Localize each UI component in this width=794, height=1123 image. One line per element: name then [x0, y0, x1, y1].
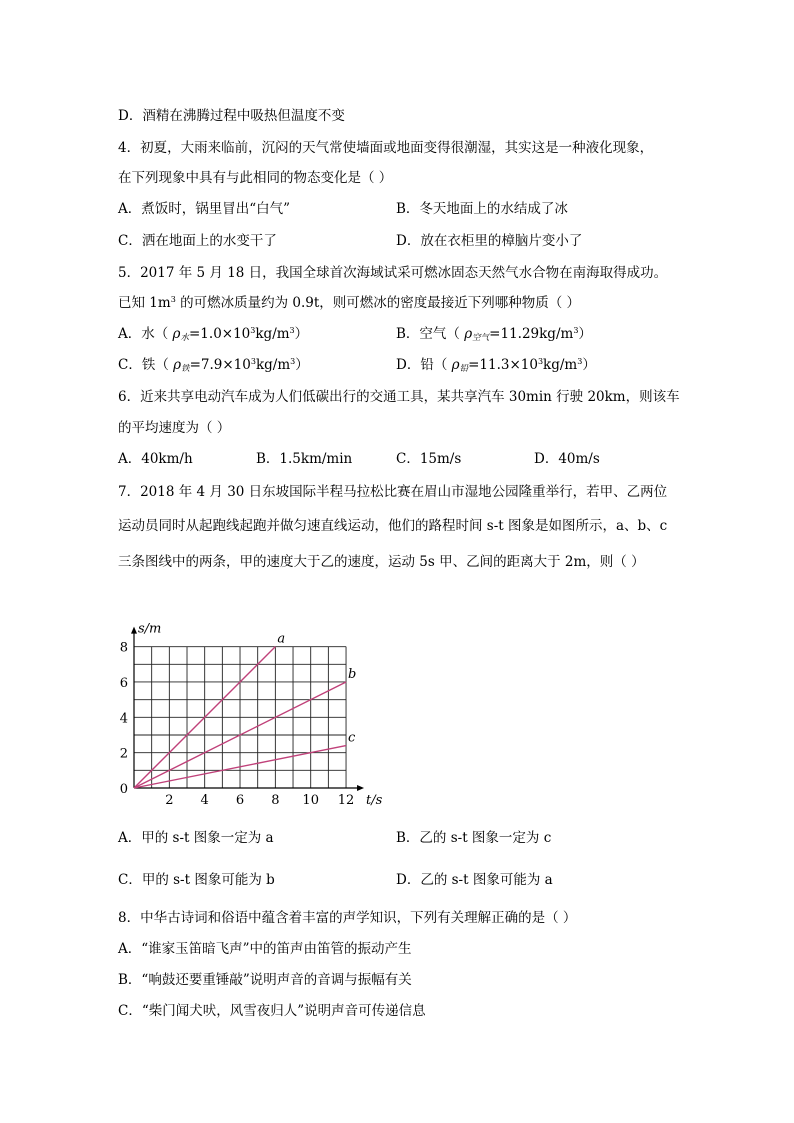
- q5-stem-line1: 5．2017 年 5 月 18 日，我国全球首次海域试采可燃冰固态天然气水合物在南海取得成功。: [118, 265, 668, 281]
- q7-stem-line1: 7．2018 年 4 月 30 日东坡国际半程马拉松比赛在眉山市湿地公园隆重举行，若甲、乙两位: [118, 484, 668, 500]
- series-label-c: c: [348, 730, 356, 746]
- x-axis-label: t/s: [366, 793, 383, 808]
- series-label-a: a: [277, 631, 286, 647]
- y-tick-label: 4: [119, 711, 128, 727]
- y-axis-arrow: [131, 627, 137, 634]
- q5-option-b[interactable]: B．空气（ $\rho_{空气}=11.29kg/m^3$）: [396, 326, 592, 343]
- st-graph: [112, 612, 402, 812]
- y-tick-label: 0: [119, 782, 128, 797]
- q5-option-a[interactable]: A．水（ $\rho_水=1.0\times 10^3kg/m^3$）: [118, 326, 309, 343]
- q5-option-d[interactable]: D．铅（ $\rho_铅=11.3\times 10^3kg/m^3$）: [396, 357, 596, 374]
- q8-stem: 8．中华古诗词和俗语中蕴含着丰富的声学知识，下列有关理解正确的是（ ）: [118, 910, 577, 926]
- y-tick-label: 2: [119, 746, 128, 762]
- q4-option-d[interactable]: D．放在衣柜里的樟脑片变小了: [396, 233, 583, 249]
- x-tick-label: 8: [271, 793, 280, 808]
- q7-stem-line3: 三条图线中的两条，甲的速度大于乙的速度，运动 5s 甲、乙间的距离大于 2m，则（ ）: [118, 554, 645, 570]
- q6-stem-line2: 的平均速度为（ ）: [118, 420, 231, 436]
- q7-option-c[interactable]: C．甲的 s-t 图象可能为 b: [118, 872, 275, 888]
- series-label-b: b: [348, 666, 357, 682]
- q5-stem-line2: 已知 $1m^3$ 的可燃冰质量约为 0.9t，则可燃冰的密度最接近下列哪种物质（ ）: [118, 295, 581, 311]
- y-tick-label: 8: [119, 640, 128, 656]
- q6-option-b[interactable]: B．1.5km/min: [256, 451, 353, 467]
- q6-option-a[interactable]: A．40km/h: [118, 451, 193, 467]
- q7-stem-line2: 运动员同时从起跑线起跑并做匀速直线运动，他们的路程时间 s-t 图象是如图所示，a、b、c: [118, 518, 668, 534]
- q3-option-d: D．酒精在沸腾过程中吸热但温度不变: [118, 108, 345, 124]
- q7-option-a[interactable]: A．甲的 s-t 图象一定为 a: [118, 830, 274, 846]
- q5-option-c[interactable]: C．铁（ $\rho_铁=7.9\times 10^3kg/m^3$）: [118, 357, 309, 374]
- q6-stem-line1: 6．近来共享电动汽车成为人们低碳出行的交通工具，某共享汽车 30min 行驶 20km，则该车: [118, 389, 680, 405]
- y-tick-label: 6: [119, 675, 128, 691]
- x-tick-label: 6: [235, 793, 245, 808]
- q8-option-b[interactable]: B．“响鼓还要重锤敲”说明声音的音调与振幅有关: [118, 972, 412, 988]
- y-axis-label: s/m: [138, 621, 162, 637]
- q8-option-c[interactable]: C．“柴门闻犬吠，风雪夜归人”说明声音可传递信息: [118, 1003, 426, 1019]
- q6-option-d[interactable]: D．40m/s: [534, 451, 600, 467]
- q7-option-b[interactable]: B．乙的 s-t 图象一定为 c: [396, 830, 552, 846]
- x-tick-label: 4: [200, 793, 209, 808]
- q6-option-c[interactable]: C．15m/s: [396, 451, 462, 467]
- x-axis-arrow: [357, 785, 364, 791]
- q8-option-a[interactable]: A．“谁家玉笛暗飞声”中的笛声由笛管的振动产生: [118, 941, 412, 957]
- q4-stem-line2: 在下列现象中具有与此相同的物态变化是（ ）: [118, 170, 393, 186]
- x-tick-label: 10: [302, 793, 319, 808]
- q4-option-c[interactable]: C．洒在地面上的水变干了: [118, 233, 277, 249]
- q4-option-a[interactable]: A．煮饭时，锅里冒出“白气”: [118, 201, 291, 217]
- q7-option-d[interactable]: D．乙的 s-t 图象可能为 a: [396, 872, 553, 888]
- q4-option-b[interactable]: B．冬天地面上的水结成了冰: [396, 201, 568, 217]
- x-tick-label: 12: [337, 793, 355, 808]
- q4-stem-line1: 4．初夏，大雨来临前，沉闷的天气常使墙面或地面变得很潮湿，其实这是一种液化现象，: [118, 140, 654, 156]
- x-tick-label: 2: [165, 793, 174, 808]
